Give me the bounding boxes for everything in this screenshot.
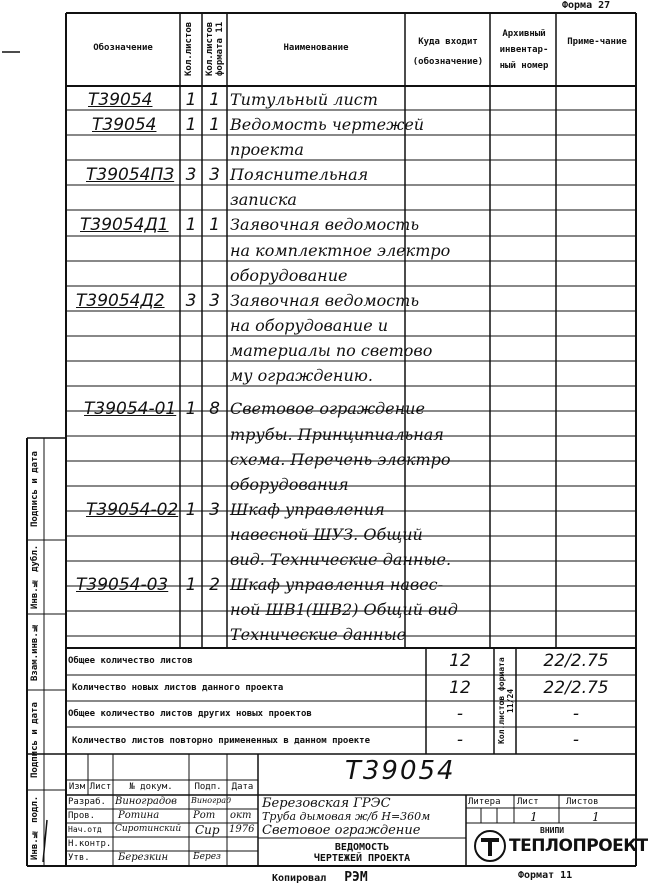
total-other-label: Общее количество листов других новых проектов xyxy=(68,709,312,719)
row-name-line: Пояснительная xyxy=(230,165,369,184)
sheet-value: 1 xyxy=(530,810,538,824)
totals-format-label: Кол.листов формата 11/24 xyxy=(497,657,515,745)
role-checker: Пров. xyxy=(68,811,96,821)
col-header-date: Дата xyxy=(231,782,254,792)
side-label-sign-date-top: Подпись и дата xyxy=(30,451,40,527)
side-label-sign-date-bottom: Подпись и дата xyxy=(30,702,40,778)
sheet-label: Лист xyxy=(517,797,539,807)
row-name-line: на комплектное электро xyxy=(230,241,451,260)
org-name: ТЕПЛОПРОЕКТ xyxy=(509,836,648,856)
total-reused-label: Количество листов повторно примененных в данном проекте xyxy=(72,736,371,746)
role-norm-control: Н.контр. xyxy=(68,839,112,849)
col-header-doc-no: № докум. xyxy=(129,782,173,792)
row-count: 1 xyxy=(185,115,197,135)
row-count-format: 1 xyxy=(209,215,220,235)
total-reused-value: - xyxy=(456,730,464,750)
row-count: 1 xyxy=(185,215,197,235)
date-checker: окт xyxy=(230,810,252,821)
row-name-line: проекта xyxy=(230,140,304,159)
row-count-format: 1 xyxy=(209,115,220,135)
total-all-format-value: 22/2.75 xyxy=(543,651,609,671)
copied-value: РЭМ xyxy=(344,870,368,885)
role-dept-head: Нач.отд xyxy=(68,825,102,834)
row-count: 1 xyxy=(185,500,197,520)
total-other-format-value: - xyxy=(572,704,580,724)
col-header-sign: Подп. xyxy=(194,782,222,792)
org-small: ВНИПИ xyxy=(540,826,565,835)
litera-label: Литера xyxy=(468,797,501,807)
row-name-line: вид. Технические данные. xyxy=(230,550,452,569)
total-all-value: 12 xyxy=(449,651,471,671)
row-count: 1 xyxy=(185,399,197,419)
col-header-sheet: Лист xyxy=(89,782,112,792)
project-code: Т39054 xyxy=(345,756,456,786)
side-label-dup-inv: Инв.№ дубл. xyxy=(30,544,40,610)
format-label: Формат 11 xyxy=(518,870,573,881)
sign-checker: Рот xyxy=(193,810,216,821)
total-new-label: Количество новых листов данного проекта xyxy=(72,683,284,693)
col-header-change: Изм xyxy=(68,782,86,792)
sign-developer: Виноград xyxy=(191,796,232,805)
role-developer: Разраб. xyxy=(68,797,106,807)
row-name-line: Заявочная ведомость xyxy=(230,291,420,310)
sign-approver: Берез xyxy=(193,852,221,862)
row-count-format: 3 xyxy=(209,500,220,520)
header-sheet-count: Кол.листов xyxy=(184,21,194,77)
object-line-2: Труба дымовая ж/б H=360м xyxy=(262,810,431,823)
row-code: Т39054 xyxy=(92,115,157,135)
row-name-line: трубы. Принципиальная xyxy=(230,425,444,444)
row-count-format: 2 xyxy=(209,575,220,595)
row-code: Т39054ПЗ xyxy=(86,165,175,185)
header-designation: Обозначение xyxy=(93,43,153,53)
header-name: Наименование xyxy=(283,43,349,53)
doc-title-2: ЧЕРТЕЖЕЙ ПРОЕКТА xyxy=(313,853,411,864)
row-count: 1 xyxy=(185,90,197,110)
header-archive: Архивный инвентар-ный номер xyxy=(499,29,549,71)
name-developer: Виноградов xyxy=(115,796,177,807)
forma-label: Форма 27 xyxy=(562,0,611,11)
row-count-format: 3 xyxy=(209,291,220,311)
row-count: 3 xyxy=(185,165,197,185)
header-included-in: Куда входит (обозначение) xyxy=(412,37,484,67)
row-code: Т39054-02 xyxy=(86,500,179,520)
row-count: 3 xyxy=(185,291,197,311)
row-code: Т39054-01 xyxy=(84,399,177,419)
total-other-value: - xyxy=(456,704,464,724)
row-name-line: схема. Перечень электро xyxy=(230,450,451,469)
sheets-value: 1 xyxy=(592,810,600,824)
name-approver: Березкин xyxy=(118,852,169,863)
name-dept-head: Сиротинский xyxy=(115,824,182,834)
object-line-1: Березовская ГРЭС xyxy=(262,796,391,811)
row-code: Т39054Д2 xyxy=(76,291,165,311)
name-checker: Ротина xyxy=(118,810,160,821)
object-line-3: Световое ограждение xyxy=(262,823,421,838)
side-label-orig-inv: Инв.№ подл. xyxy=(30,795,40,861)
row-name-line: Шкаф управления навес- xyxy=(230,575,444,594)
row-count-format: 8 xyxy=(209,399,220,419)
side-label-replaced-inv: Взам.инв.№ xyxy=(30,622,40,682)
row-name-line: оборудование xyxy=(230,266,348,285)
row-name-line: записка xyxy=(230,190,297,209)
date-dept-head: 1976 xyxy=(229,824,255,835)
header-note: Приме-чание xyxy=(567,37,627,47)
row-count: 1 xyxy=(185,575,197,595)
row-name-line: му ограждению. xyxy=(230,366,373,385)
sheets-label: Листов xyxy=(566,797,599,807)
row-name-line: Титульный лист xyxy=(230,90,378,109)
total-all-label: Общее количество листов xyxy=(68,656,193,666)
row-code: Т39054Д1 xyxy=(80,215,169,235)
row-name-line: Заявочная ведомость xyxy=(230,215,420,234)
total-new-value: 12 xyxy=(449,678,471,698)
row-count-format: 3 xyxy=(209,165,220,185)
row-name-line: Ведомость чертежей xyxy=(230,115,425,134)
total-reused-format-value: - xyxy=(572,730,580,750)
row-name-line: навесной ШУЗ. Общий xyxy=(230,525,423,544)
doc-title-1: ВЕДОМОСТЬ xyxy=(334,842,390,853)
copied-label-text: Копировал xyxy=(272,873,327,884)
row-name-line: Шкаф управления xyxy=(230,500,385,519)
row-count-format: 1 xyxy=(209,90,220,110)
total-new-format-value: 22/2.75 xyxy=(543,678,609,698)
sign-dept-head: Сир xyxy=(195,823,220,837)
role-approver: Утв. xyxy=(68,853,90,863)
row-name-line: ной ШВ1(ШВ2) Общий вид xyxy=(230,600,458,619)
row-code: Т39054-03 xyxy=(76,575,169,595)
row-name-line: Технические данные xyxy=(230,625,407,644)
row-code: Т39054 xyxy=(88,90,153,110)
header-sheet-count-format: Кол.листов формата 11 xyxy=(205,21,225,77)
row-name-line: материалы по светово xyxy=(230,341,433,360)
row-name-line: оборудования xyxy=(230,475,349,494)
row-name-line: Световое ограждение xyxy=(230,399,425,418)
row-name-line: на оборудование и xyxy=(230,316,389,335)
